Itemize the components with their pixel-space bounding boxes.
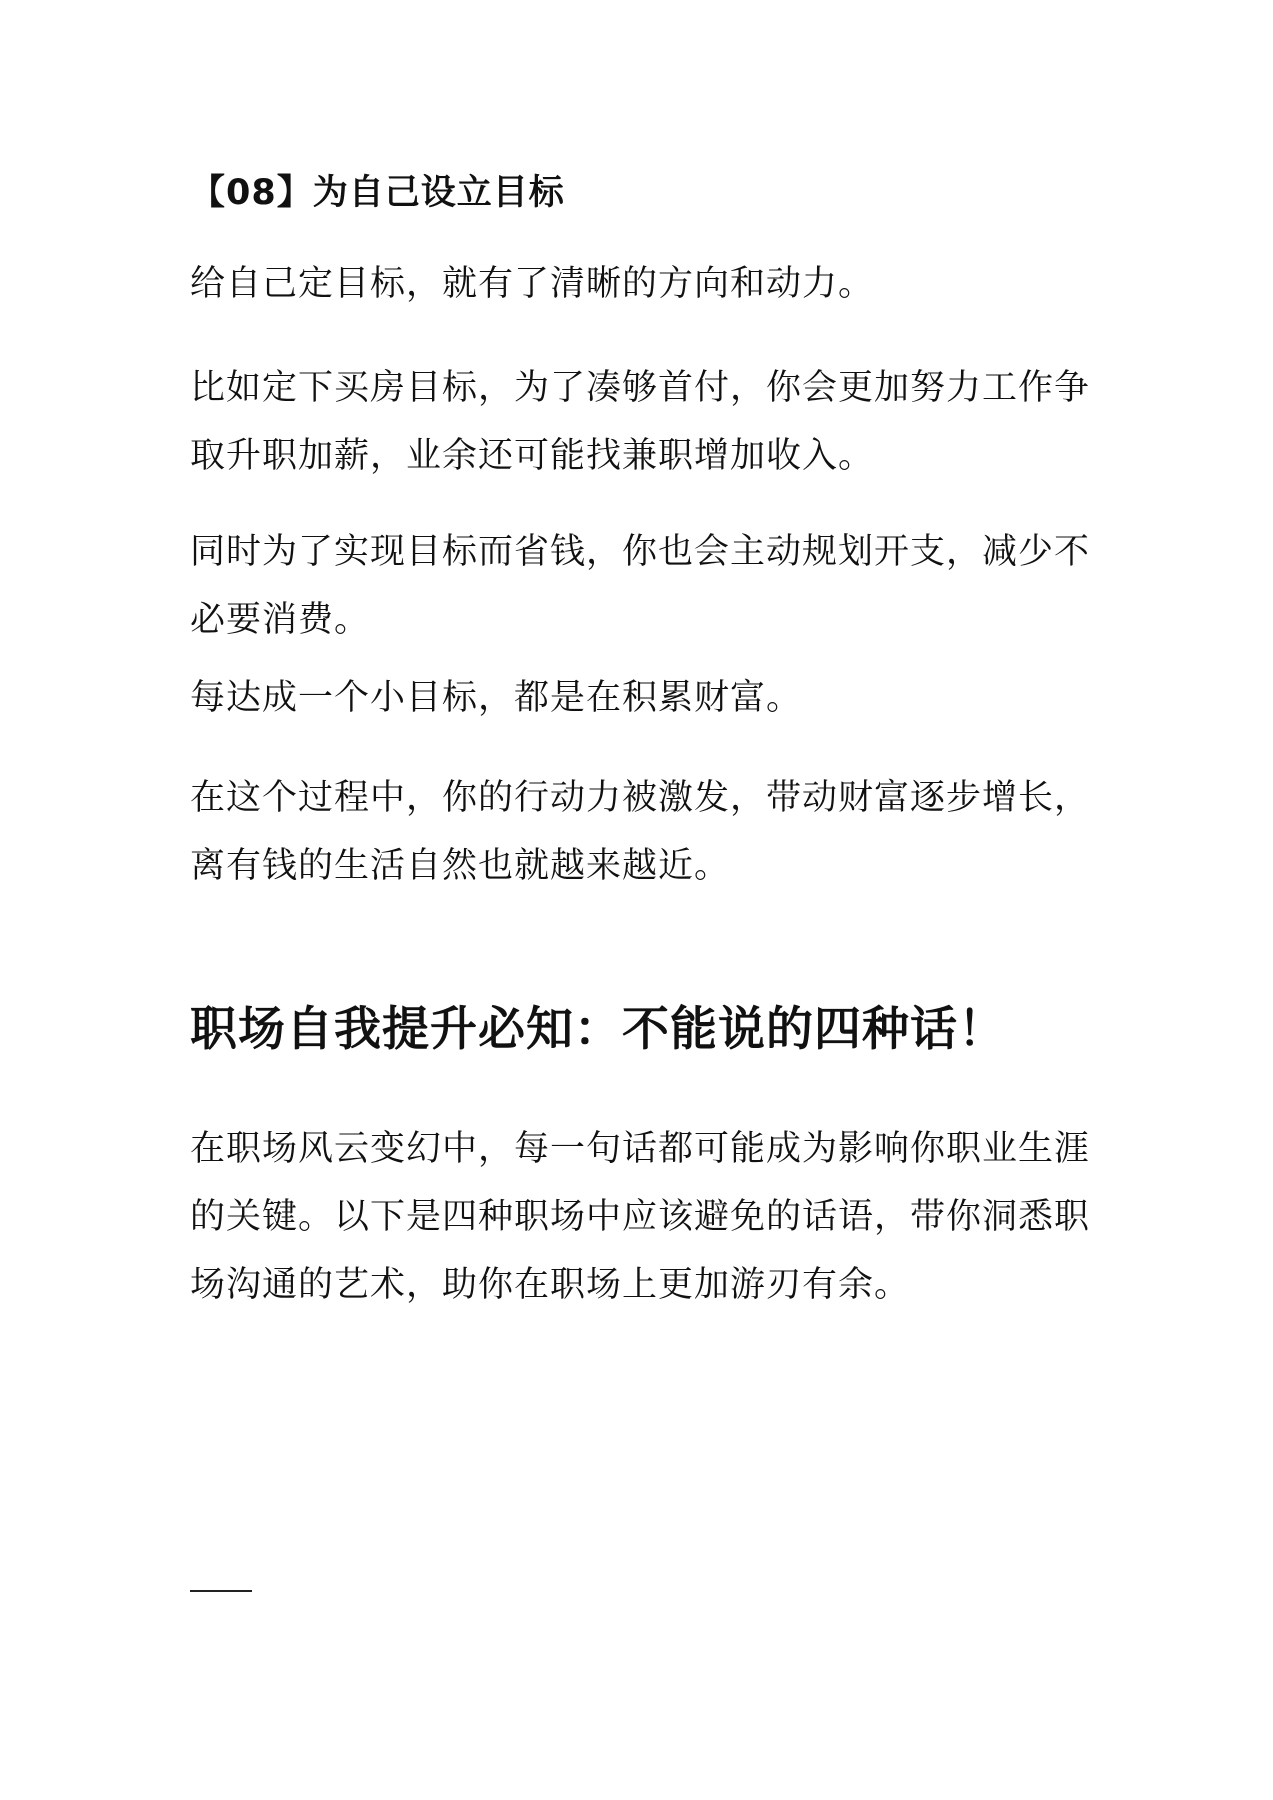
paragraph-small-goals: 每达成一个小目标，都是在积累财富。	[190, 678, 803, 718]
paragraph-wealth-growth: 在这个过程中，你的行动力被激发，带动财富逐步增长，离有钱的生活自然也就越来越近。	[190, 778, 1091, 886]
article-title: 职场自我提升必知：不能说的四种话！	[190, 1002, 1006, 1057]
paragraph-saving-money: 同时为了实现目标而省钱，你也会主动规划开支，减少不必要消费。	[190, 532, 1091, 640]
section-heading: 【08】为自己设立目标	[190, 173, 565, 213]
footnote-divider	[190, 1590, 252, 1592]
paragraph-goal-direction: 给自己定目标，就有了清晰的方向和动力。	[190, 264, 875, 304]
article-intro-paragraph: 在职场风云变幻中，每一句话都可能成为影响你职业生涯的关键。以下是四种职场中应该避免的话语，带你洞悉职场沟通的艺术，助你在职场上更加游刃有余。	[190, 1129, 1091, 1305]
paragraph-house-goal: 比如定下买房目标，为了凑够首付，你会更加努力工作争取升职加薪，业余还可能找兼职增加收入。	[190, 368, 1091, 476]
